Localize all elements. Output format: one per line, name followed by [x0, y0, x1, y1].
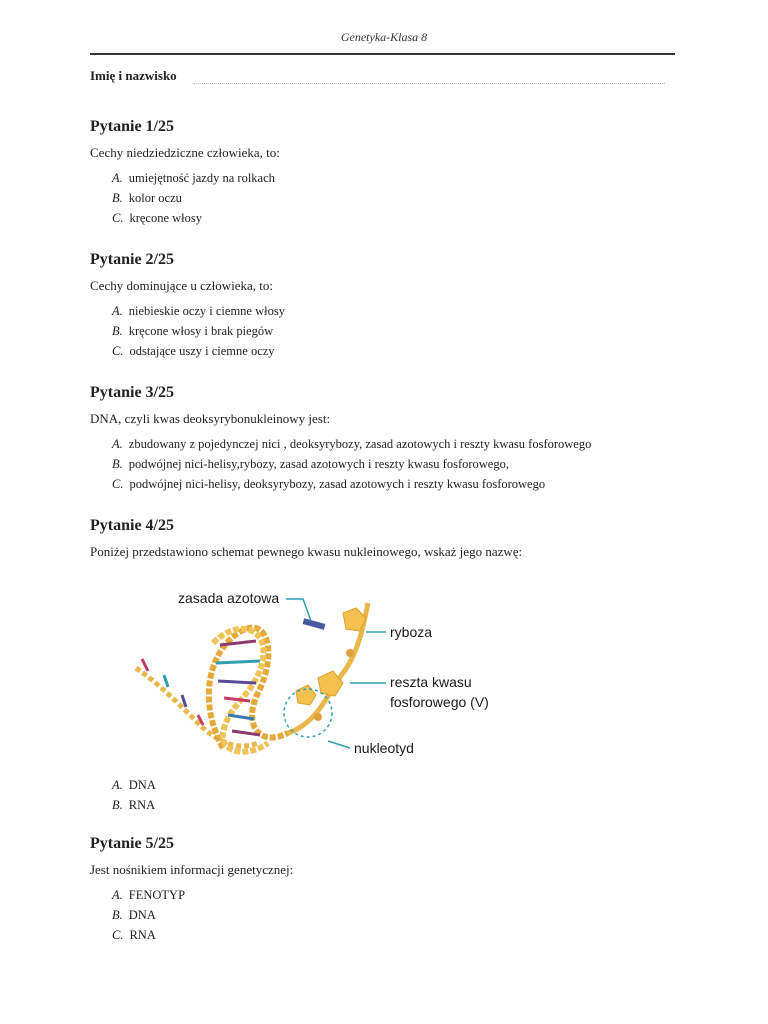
- label-phosphate-line1: reszta kwasu: [390, 674, 472, 690]
- question-title: Pytanie 3/25: [90, 384, 174, 401]
- question-prompt: Cechy dominujące u człowieka, to:: [90, 278, 274, 293]
- option-text: podwójnej nici-helisy, deoksyrybozy, zasad azotowych i reszty kwasu fosforowego: [129, 477, 546, 491]
- phosphate-dot: [314, 713, 322, 721]
- name-field-dotted-line[interactable]: [193, 83, 665, 84]
- name-label: Imię i nazwisko: [90, 68, 177, 83]
- nitrogen-base: [303, 618, 326, 629]
- question-4: [90, 517, 710, 567]
- question-2: [90, 251, 710, 361]
- answer-option-a[interactable]: [112, 168, 710, 188]
- option-letter: B.: [112, 457, 123, 471]
- leader-line: [286, 599, 311, 621]
- answer-option-b[interactable]: [112, 905, 710, 925]
- question-title: Pytanie 1/25: [90, 118, 174, 135]
- base-pair: [224, 698, 250, 701]
- option-letter: C.: [112, 344, 124, 358]
- answer-option-a[interactable]: [112, 775, 710, 795]
- header-rule: [90, 53, 675, 55]
- base: [142, 659, 148, 671]
- option-letter: B.: [112, 191, 123, 205]
- option-letter: A.: [112, 778, 123, 792]
- answer-option-b[interactable]: [112, 795, 710, 815]
- question-prompt: Cechy niedziedziczne człowieka, to:: [90, 145, 280, 160]
- option-text: RNA: [128, 798, 156, 812]
- label-nitrogen-base: zasada azotowa: [178, 590, 280, 606]
- option-text: niebieskie oczy i ciemne włosy: [128, 304, 285, 318]
- option-letter: A.: [112, 304, 123, 318]
- answer-option-a[interactable]: [112, 434, 710, 454]
- leader-line: [328, 741, 350, 748]
- answer-option-b[interactable]: [112, 321, 710, 341]
- answer-option-a[interactable]: [112, 885, 710, 905]
- option-text: odstające uszy i ciemne oczy: [129, 344, 275, 358]
- option-text: DNA: [128, 778, 156, 792]
- question-prompt: Poniżej przedstawiono schemat pewnego kwasu nukleinowego, wskaż jego nazwę:: [90, 544, 523, 559]
- option-text: RNA: [129, 928, 156, 942]
- option-letter: C.: [112, 211, 124, 225]
- answer-options: [112, 885, 710, 945]
- answer-option-c[interactable]: [112, 474, 710, 494]
- option-text: kręcone włosy i brak piegów: [128, 324, 274, 338]
- phosphate-dot: [346, 649, 354, 657]
- answer-option-b[interactable]: [112, 188, 710, 208]
- option-text: FENOTYP: [128, 888, 186, 902]
- answer-options: [112, 301, 710, 361]
- option-text: kolor oczu: [128, 191, 182, 205]
- base-pair: [220, 641, 256, 645]
- option-letter: A.: [112, 888, 123, 902]
- page-header-title: Genetyka-Klasa 8: [340, 30, 428, 44]
- question-prompt: DNA, czyli kwas deoksyrybonukleinowy jest:: [90, 411, 331, 426]
- question-5: [90, 835, 710, 945]
- option-text: umiejętność jazdy na rolkach: [128, 171, 275, 185]
- answer-option-c[interactable]: [112, 341, 710, 361]
- answer-option-b[interactable]: [112, 454, 710, 474]
- label-phosphate-line2: fosforowego (V): [390, 694, 489, 710]
- label-ribose: ryboza: [390, 624, 433, 640]
- question-prompt: Jest nośnikiem informacji genetycznej:: [90, 862, 294, 877]
- question-3: [90, 384, 710, 494]
- base: [164, 675, 168, 687]
- option-text: DNA: [128, 908, 156, 922]
- answer-options: [112, 168, 710, 228]
- nucleic-acid-diagram: [128, 583, 518, 763]
- base-pair: [218, 681, 256, 683]
- option-letter: C.: [112, 928, 124, 942]
- ribose-shape: [296, 685, 316, 705]
- option-text: kręcone włosy: [129, 211, 203, 225]
- question-title: Pytanie 5/25: [90, 835, 174, 852]
- answer-option-c[interactable]: [112, 925, 710, 945]
- option-letter: C.: [112, 477, 124, 491]
- option-text: zbudowany z pojedynczej nici , deoksyrybozy, zasad azotowych i reszty kwasu fosforowego: [128, 437, 592, 451]
- option-letter: B.: [112, 908, 123, 922]
- question-title: Pytanie 4/25: [90, 517, 174, 534]
- option-letter: A.: [112, 437, 123, 451]
- answer-options: [112, 775, 710, 815]
- question-title: Pytanie 2/25: [90, 251, 174, 268]
- answer-options: [112, 434, 710, 494]
- option-letter: B.: [112, 798, 123, 812]
- strand-tail: [136, 668, 258, 746]
- question-4-options: [90, 775, 710, 815]
- name-row: [90, 68, 690, 92]
- answer-option-a[interactable]: [112, 301, 710, 321]
- answer-option-c[interactable]: [112, 208, 710, 228]
- option-text: podwójnej nici-helisy,rybozy, zasad azotowych i reszty kwasu fosforowego,: [128, 457, 509, 471]
- option-letter: B.: [112, 324, 123, 338]
- base-pair: [216, 661, 260, 663]
- label-nucleotide: nukleotyd: [354, 740, 414, 756]
- question-1: [90, 118, 710, 228]
- option-letter: A.: [112, 171, 123, 185]
